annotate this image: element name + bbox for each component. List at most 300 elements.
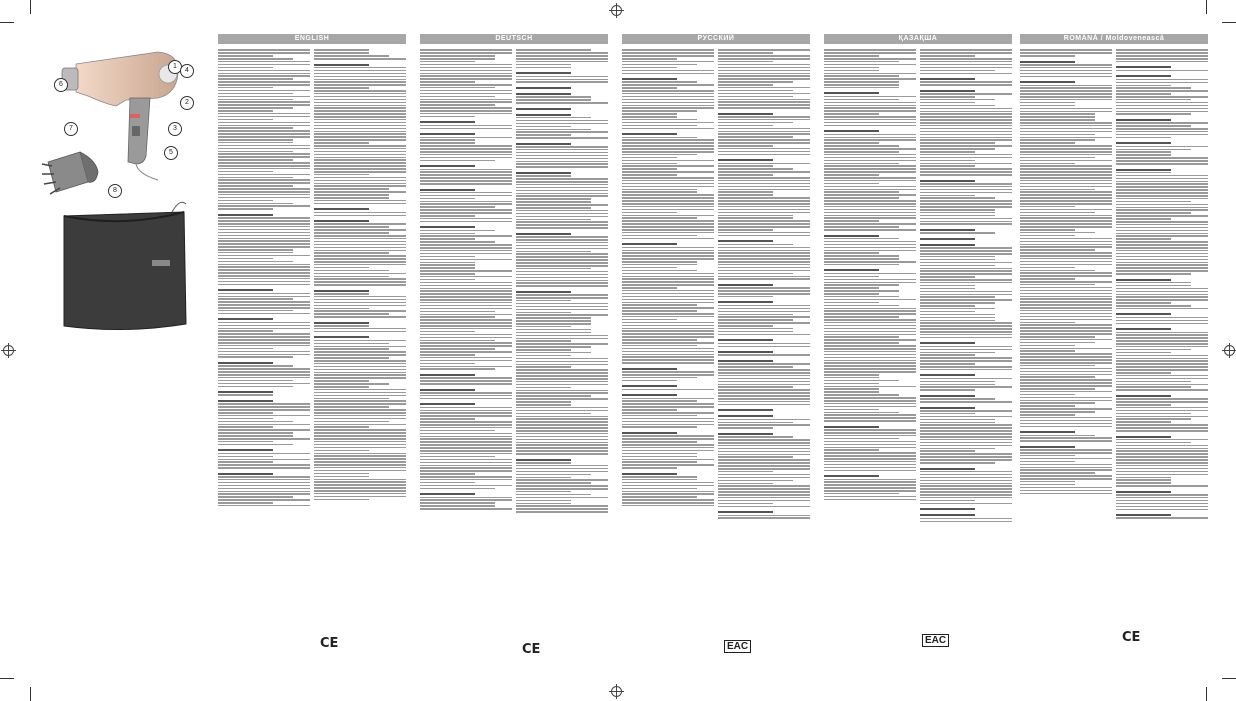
text-line <box>824 52 916 54</box>
text-line <box>1116 172 1171 174</box>
text-line <box>314 99 406 101</box>
column-kazakh <box>824 34 1012 662</box>
text-line <box>420 139 475 141</box>
text-line <box>1020 177 1112 179</box>
text-line <box>622 330 714 332</box>
text-line <box>1020 359 1112 361</box>
text-line <box>314 174 369 176</box>
text-line <box>420 203 512 205</box>
text-line <box>420 377 512 379</box>
text-line <box>622 296 714 298</box>
text-line <box>622 499 714 501</box>
text-line <box>718 433 773 435</box>
text-line <box>420 433 512 435</box>
text-line <box>1116 209 1208 211</box>
text-line <box>516 407 608 409</box>
text-line <box>516 187 608 189</box>
text-line <box>824 226 899 228</box>
text-line <box>314 328 406 330</box>
text-line <box>718 276 810 278</box>
text-line <box>516 61 608 63</box>
text-line <box>516 364 608 366</box>
text-line <box>622 406 714 408</box>
text-line <box>420 250 512 252</box>
text-line <box>718 255 810 257</box>
text-line <box>1116 375 1208 377</box>
text-line <box>218 73 310 75</box>
text-line <box>516 102 608 104</box>
text-line <box>718 252 810 254</box>
text-line <box>824 61 899 63</box>
text-line <box>622 424 714 426</box>
text-line <box>718 235 810 237</box>
text-line <box>314 107 406 109</box>
text-line <box>420 133 475 135</box>
text-line <box>420 357 512 359</box>
text-line <box>420 180 512 182</box>
text-line <box>1116 479 1171 481</box>
text-line <box>420 412 512 414</box>
text-line <box>824 73 916 75</box>
text-line <box>516 123 608 125</box>
text-line <box>920 419 995 421</box>
text-line <box>516 282 608 284</box>
text-line <box>718 93 810 95</box>
text-line <box>218 165 310 167</box>
text-line <box>314 84 406 86</box>
text-line <box>314 125 406 127</box>
text-line <box>718 424 810 426</box>
text-line <box>622 81 697 83</box>
text-line <box>420 438 512 440</box>
text-line <box>1116 119 1171 121</box>
text-line <box>622 488 697 490</box>
text-line <box>824 293 879 295</box>
text-line <box>622 310 697 312</box>
text-line <box>1116 340 1208 342</box>
text-line <box>314 244 406 246</box>
text-line <box>314 191 406 193</box>
text-line <box>516 375 608 377</box>
text-line <box>824 84 899 86</box>
text-line <box>1116 427 1208 429</box>
text-line <box>824 273 916 275</box>
text-line <box>1116 398 1208 400</box>
text-line <box>920 398 995 400</box>
text-line <box>824 235 879 237</box>
text-line <box>218 243 310 245</box>
text-line <box>218 415 310 417</box>
text-line <box>718 474 810 476</box>
text-line <box>920 223 1012 225</box>
text-line <box>622 102 714 104</box>
text-line <box>1020 353 1112 355</box>
text-line <box>920 354 975 356</box>
text-line <box>218 49 310 51</box>
text-line <box>824 357 916 359</box>
text-line <box>420 87 495 89</box>
text-line <box>824 87 899 89</box>
text-line <box>218 217 310 219</box>
text-line <box>622 389 714 391</box>
text-line <box>718 354 810 356</box>
text-line <box>622 125 697 127</box>
text-line <box>516 303 608 305</box>
text-line <box>920 256 995 258</box>
text-line <box>1020 226 1112 228</box>
text-line <box>1116 369 1208 371</box>
text-line <box>420 319 512 321</box>
text-line <box>718 215 793 217</box>
text-line <box>622 186 714 188</box>
text-line <box>1020 249 1095 251</box>
text-line <box>824 322 916 324</box>
language-header-russian: РУССКИЙ <box>622 34 810 44</box>
text-line <box>718 148 810 150</box>
text-line <box>1020 90 1112 92</box>
text-line <box>420 337 512 339</box>
text-line <box>622 333 714 335</box>
text-line <box>1020 420 1112 422</box>
text-line <box>1020 55 1075 57</box>
text-line <box>622 194 714 196</box>
text-line <box>824 383 879 385</box>
text-line <box>718 442 810 444</box>
text-line <box>824 362 916 364</box>
text-line <box>1020 313 1112 315</box>
text-line <box>622 441 697 443</box>
text-line <box>920 433 1012 435</box>
text-line <box>218 70 310 72</box>
text-line <box>920 308 995 310</box>
text-line <box>824 241 916 243</box>
text-line <box>218 368 310 370</box>
text-line <box>1020 368 1112 370</box>
text-line <box>218 456 273 458</box>
text-line <box>1020 304 1112 306</box>
text-line <box>920 413 975 415</box>
registration-mark <box>3 345 14 356</box>
text-line <box>218 200 273 202</box>
text-line <box>218 162 310 164</box>
text-line <box>516 503 571 505</box>
text-line <box>516 346 591 348</box>
text-line <box>622 270 697 272</box>
text-line <box>920 247 1012 249</box>
text-line <box>1116 151 1171 153</box>
text-line <box>314 296 406 298</box>
text-line <box>622 273 714 275</box>
text-line <box>622 328 714 330</box>
text-line <box>824 171 916 173</box>
text-line <box>1116 238 1171 240</box>
text-line <box>420 296 512 298</box>
text-line <box>420 482 475 484</box>
text-line <box>718 226 810 228</box>
text-line <box>824 258 899 260</box>
text-line <box>516 172 571 174</box>
text-line <box>622 64 697 66</box>
text-line <box>718 174 773 176</box>
text-line <box>218 130 310 132</box>
text-line <box>1020 293 1112 295</box>
text-line <box>718 316 810 318</box>
text-line <box>718 386 793 388</box>
text-line <box>718 500 810 502</box>
text-line <box>1020 298 1112 300</box>
text-line <box>314 278 406 280</box>
text-line <box>314 409 406 411</box>
text-line <box>516 280 608 282</box>
text-line <box>718 497 810 499</box>
text-line <box>718 392 810 394</box>
text-line <box>218 275 310 277</box>
text-line <box>920 151 975 153</box>
text-line <box>516 93 571 95</box>
text-line <box>920 442 1012 444</box>
text-line <box>516 317 591 319</box>
text-line <box>314 398 389 400</box>
text-line <box>622 473 677 475</box>
text-line <box>824 420 916 422</box>
text-line <box>1020 151 1112 153</box>
text-line <box>516 505 608 507</box>
text-line <box>516 285 608 287</box>
text-line <box>718 232 810 234</box>
text-line <box>516 259 608 261</box>
text-line <box>622 415 697 417</box>
text-line <box>516 79 608 81</box>
text-line <box>824 493 899 495</box>
text-line <box>920 154 1012 156</box>
text-line <box>824 261 916 263</box>
text-line <box>1116 474 1208 476</box>
text-line <box>314 139 406 141</box>
text-line <box>622 96 714 98</box>
text-line <box>420 206 495 208</box>
text-line <box>824 49 916 51</box>
text-line <box>314 171 406 173</box>
text-line <box>516 395 591 397</box>
text-line <box>824 479 916 481</box>
text-line <box>516 253 608 255</box>
text-line <box>314 136 406 138</box>
text-line <box>920 474 1012 476</box>
text-line <box>1020 168 1112 170</box>
text-line <box>824 145 899 147</box>
text-line <box>824 391 879 393</box>
callout-3: 3 <box>168 122 182 136</box>
text-line <box>516 251 591 253</box>
text-line <box>314 467 406 469</box>
text-line <box>920 360 1012 362</box>
text-line <box>1020 119 1095 121</box>
text-line <box>314 258 406 260</box>
text-line <box>218 371 310 373</box>
text-line <box>314 461 406 463</box>
text-line <box>1116 462 1208 464</box>
text-line <box>516 242 608 244</box>
text-line <box>218 75 310 77</box>
text-line <box>1116 198 1208 200</box>
text-line <box>718 415 773 417</box>
text-line <box>420 145 512 147</box>
text-line <box>718 404 810 406</box>
text-line <box>218 444 293 446</box>
text-line <box>1116 233 1208 235</box>
text-line <box>218 197 310 199</box>
text-line <box>314 113 406 115</box>
text-line <box>718 165 773 167</box>
text-line <box>1020 493 1112 495</box>
text-line <box>420 407 512 409</box>
text-line <box>1116 96 1208 98</box>
text-line <box>622 345 697 347</box>
text-line <box>622 476 697 478</box>
text-line <box>920 55 975 57</box>
text-line <box>516 114 571 116</box>
text-line <box>516 477 571 479</box>
column-deutsch <box>420 34 608 662</box>
text-line <box>516 268 591 270</box>
text-line <box>824 365 916 367</box>
text-line <box>314 159 406 161</box>
text-line <box>718 517 810 519</box>
text-line <box>920 363 975 365</box>
text-line <box>516 163 608 165</box>
text-line <box>824 429 916 431</box>
text-line <box>1116 308 1208 310</box>
text-line <box>824 67 879 69</box>
text-line <box>824 180 916 182</box>
text-line <box>516 488 608 490</box>
text-line <box>1020 87 1112 89</box>
text-line <box>1020 244 1112 246</box>
text-line <box>920 468 975 470</box>
text-line <box>824 377 879 379</box>
text-line <box>218 133 310 135</box>
text-line <box>1116 189 1208 191</box>
text-block <box>920 48 1012 523</box>
text-line <box>420 169 512 171</box>
text-line <box>718 186 810 188</box>
text-line <box>420 380 512 382</box>
text-line <box>824 70 879 72</box>
crop-mark <box>0 22 14 23</box>
text-line <box>314 435 406 437</box>
text-line <box>516 204 608 206</box>
text-line <box>718 273 793 275</box>
text-line <box>718 200 810 202</box>
text-line <box>920 374 975 376</box>
text-line <box>218 264 310 266</box>
text-line <box>314 212 406 214</box>
callout-1: 1 <box>168 60 182 74</box>
text-line <box>1116 317 1208 319</box>
text-line <box>824 215 916 217</box>
text-line <box>1116 273 1191 275</box>
text-line <box>718 480 793 482</box>
text-line <box>516 291 571 293</box>
text-line <box>420 157 512 159</box>
text-line <box>1116 70 1208 72</box>
text-line <box>718 212 810 214</box>
text-line <box>1116 386 1191 388</box>
text-line <box>718 462 810 464</box>
text-line <box>1020 76 1112 78</box>
text-line <box>516 207 591 209</box>
text-line <box>314 418 406 420</box>
text-line <box>920 200 1012 202</box>
text-line <box>824 308 916 310</box>
text-line <box>824 122 916 124</box>
text-line <box>218 171 273 173</box>
text-line <box>218 488 310 490</box>
text-line <box>1116 79 1208 81</box>
text-line <box>1020 342 1095 344</box>
text-line <box>314 87 369 89</box>
text-line <box>920 445 1012 447</box>
text-line <box>314 484 406 486</box>
text-line <box>920 322 1012 324</box>
text-line <box>824 339 916 341</box>
text-line <box>1116 99 1191 101</box>
text-line <box>718 454 810 456</box>
text-line <box>218 493 310 495</box>
text-line <box>718 197 810 199</box>
text-line <box>824 212 916 214</box>
text-line <box>1116 471 1208 473</box>
text-line <box>420 467 512 469</box>
text-line <box>718 84 773 86</box>
text-line <box>420 436 512 438</box>
text-line <box>1020 116 1095 118</box>
text-line <box>1116 378 1208 380</box>
text-line <box>420 121 475 123</box>
text-line <box>218 403 310 405</box>
text-line <box>718 308 810 310</box>
text-line <box>420 244 512 246</box>
text-line <box>920 215 995 217</box>
text-line <box>622 426 697 428</box>
text-line <box>1116 90 1208 92</box>
text-line <box>622 400 697 402</box>
text-line <box>622 93 714 95</box>
text-line <box>1116 381 1191 383</box>
text-line <box>920 294 1012 296</box>
text-line <box>718 78 810 80</box>
text-line <box>516 338 608 340</box>
text-line <box>920 491 1012 493</box>
text-line <box>718 125 773 127</box>
text-line <box>1020 301 1112 303</box>
text-line <box>824 189 916 191</box>
text-line <box>218 409 310 411</box>
text-line <box>920 485 1012 487</box>
text-line <box>314 264 406 266</box>
text-line <box>1020 64 1112 66</box>
text-line <box>314 157 406 159</box>
text-line <box>218 386 293 388</box>
text-line <box>1116 131 1208 133</box>
text-line <box>1116 337 1208 339</box>
text-line <box>218 159 293 161</box>
text-line <box>218 182 310 184</box>
text-line <box>1116 372 1171 374</box>
text-line <box>920 439 1012 441</box>
text-line <box>718 339 773 341</box>
crop-mark <box>1206 0 1207 14</box>
